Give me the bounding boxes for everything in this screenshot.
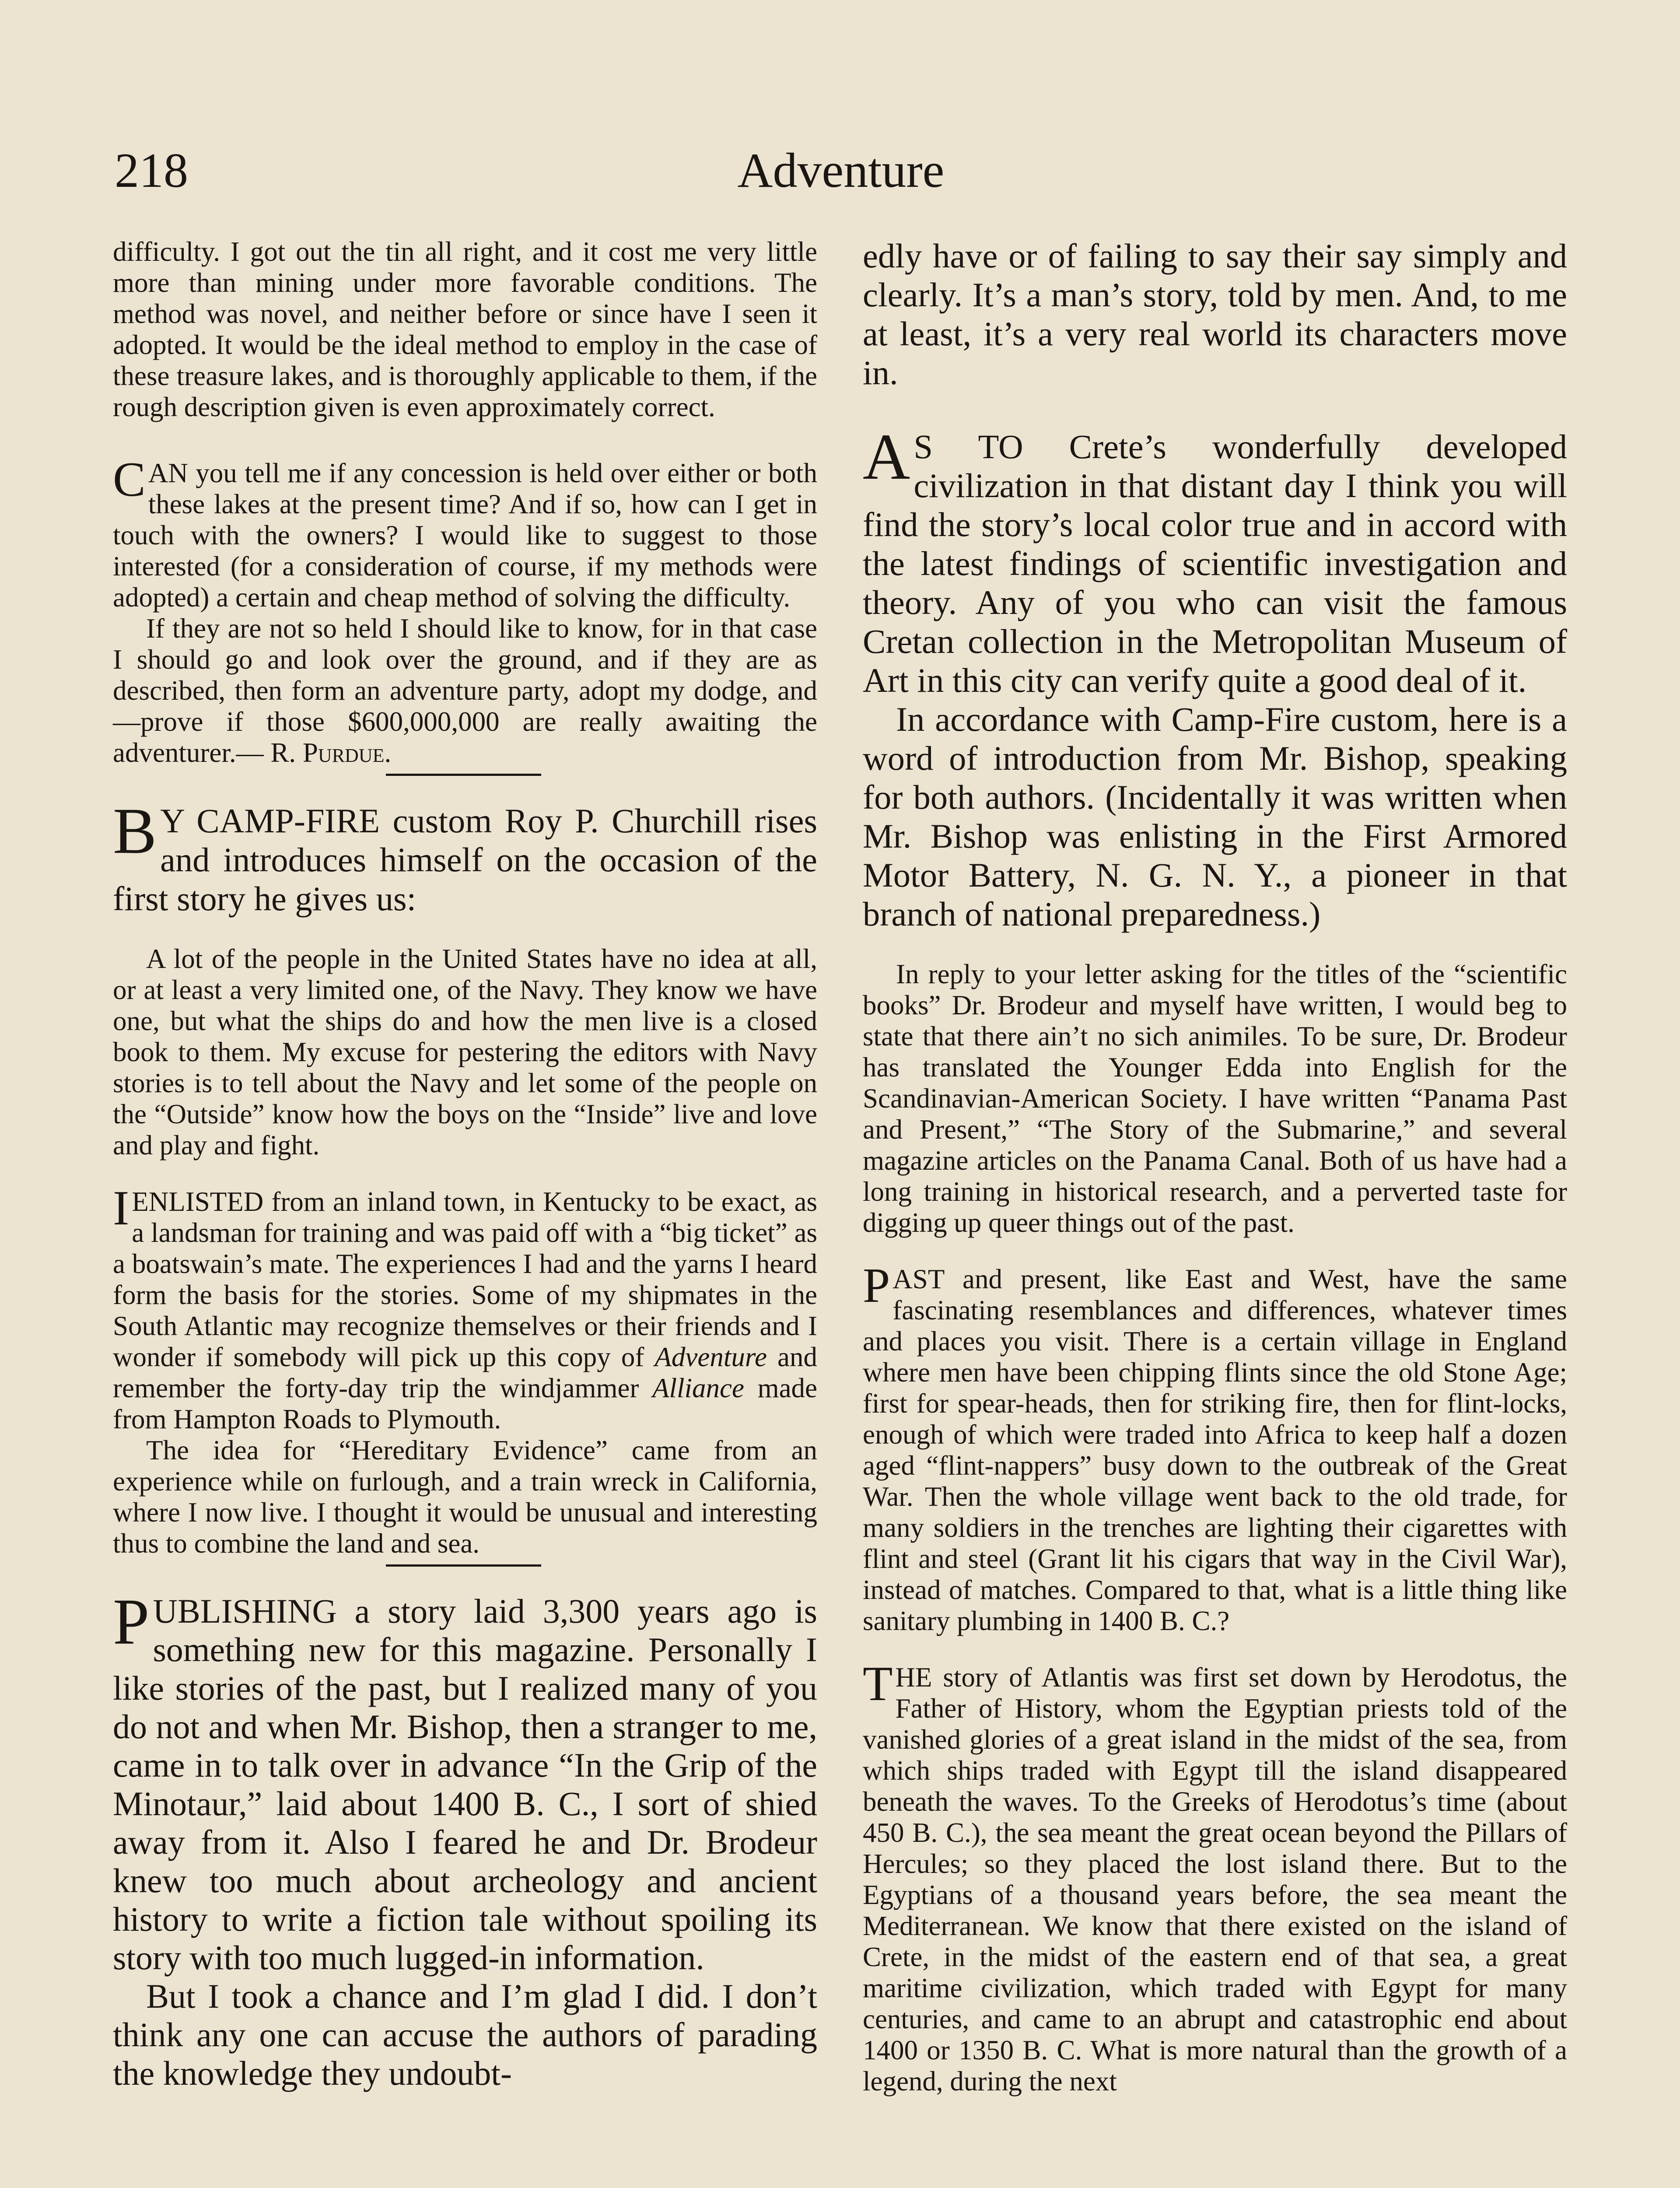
drop-cap: C bbox=[113, 452, 146, 507]
drop-cap: I bbox=[113, 1181, 130, 1235]
drop-cap: P bbox=[863, 1259, 890, 1313]
quoted-paragraph: In reply to your letter asking for the titles of the “scientific books” Dr. Brodeur and myself have written, I would beg to state that there ain’t no sich animiles. To be sure, Dr. Brodeur has translated the Younger Edda into English for the Scandinavian-American Society. I have written “Panama Past and Present,” “The Story of the Submarine,” and several magazine articles on the Panama Canal. Both of us have had a long training in historical research, and a perverted taste for digging up queer things out of the past. bbox=[863, 959, 1567, 1238]
quoted-paragraph: THE story of Atlantis was first set down by Herodotus, the Father of History, whom the Egyptian priests told of the vanished glories of a great island in the midst of the sea, from which ships traded with Egypt till the island disappeared beneath the waves. To the Greeks of Herodotus’s time (about 450 B. C.), the sea meant the great ocean beyond the Pillars of Hercules; so they placed the lost island there. But to the Egyptians of a thousand years before, the sea meant the Mediterranean. We know that there existed on the island of Crete, in the midst of the eastern end of that sea, a great maritime civilization, which traded with Egypt for many centuries, and came to an abrupt and catastrophic end about 1400 or 1350 B. C. What is more natural than the growth of a legend, during the next bbox=[863, 1657, 1567, 2097]
left-column bbox=[113, 236, 817, 2093]
paragraph: In accordance with Camp-Fire custom, here is a word of introduction from Mr. Bishop, speaking for both authors. (Incidentally it was written when Mr. Bishop was enlisting in the First Armored Motor Battery, N. G. N. Y., a pioneer in that branch of national preparedness.) bbox=[863, 700, 1567, 933]
italic-title: Adventure bbox=[654, 1342, 767, 1372]
signature: R. Purdue. bbox=[270, 737, 392, 768]
drop-cap: A bbox=[863, 421, 910, 493]
quoted-paragraph: IENLISTED from an inland town, in Kentucky to be exact, as a landsman for training and was paid off with a “big ticket” as a boatswain’s mate. The experiences I had and the yarns I heard form the basis for the stories. Some of my shipmates in the South Atlantic may recognize themselves or their friends and I wonder if somebody will pick up this copy of Adventure and remember the forty-day trip the windjammer Alliance made from Hampton Roads to Plymouth. bbox=[113, 1181, 817, 1434]
paragraph: If they are not so held I should like to know, for in that case I should go and look over the ground, and if they are as described, then form an adventure party, adopt my dodge, and—prove if those $600,000,000 are really awaiting the adventurer.— R. Purdue. bbox=[113, 613, 817, 768]
paragraph: edly have or of failing to say their say simply and clearly. It’s a man’s story, told by men. And, to me at least, it’s a very real world its characters move in. bbox=[863, 237, 1567, 392]
paragraph: A S TO Crete’s wonderfully developed civilization in that distant day I think you will find the story’s local color true and in accord with the latest findings of scientific investigation and theory. Any of you who can visit the famous Cretan collection in the Metropolitan Museum of Art in this city can verify quite a good deal of it. bbox=[863, 421, 1567, 699]
paragraph: B Y CAMP-FIRE custom Roy P. Churchill rises and introduces himself on the occasion of the first story he gives us: bbox=[113, 795, 817, 918]
quoted-paragraph: The idea for “Hereditary Evidence” came from an experience while on furlough, and a train wreck in California, where I now live. I thought it would be unusual and interesting thus to combine the land and sea. bbox=[113, 1435, 817, 1559]
running-title: Adventure bbox=[737, 144, 945, 198]
paragraph: difficulty. I got out the tin all right, and it cost me very little more than mining under more favorable conditions. The method was novel, and neither before or since have I seen it adopted. It would be the ideal method to employ in the case of these treasure lakes, and is thoroughly applicable to them, if the rough description given is even approximately correct. bbox=[113, 236, 817, 422]
italic-ship-name: Alliance bbox=[652, 1373, 744, 1403]
drop-cap: P bbox=[113, 1585, 150, 1658]
drop-cap: B bbox=[113, 795, 157, 867]
page-number: 218 bbox=[115, 144, 188, 198]
right-column bbox=[863, 236, 1567, 2097]
quoted-paragraph: PAST and present, like East and West, have the same fascinating resemblances and differences, whatever times and places you visit. There is a certain village in England where men have been chipping flints since the old Stone Age; first for spear-heads, then for striking fire, then for flint-locks, enough of which were traded into Africa to keep half a dozen aged “flint-nappers” busy down to the outbreak of the Great War. Then the whole village went back to the old trade, for many soldiers in the trenches are lighting their cigarettes with flint and steel (Grant lit his cigars that way in the Civil War), instead of matches. Compared to that, what is a little thing like sanitary plumbing in 1400 B. C.? bbox=[863, 1259, 1567, 1636]
page-header bbox=[115, 140, 1567, 201]
paragraph: PUBLISHING a story laid 3,300 years ago is something new for this magazine. Personally I like stories of the past, but I realized many of you do not and when Mr. Bishop, then a stranger to me, came in to talk over in advance “In the Grip of the Minotaur,” laid about 1400 B. C., I sort of shied away from it. Also I feared he and Dr. Brodeur knew too much about archeology and ancient history to write a fiction tale without spoiling its story with too much lugged-in information. bbox=[113, 1585, 817, 1977]
quoted-paragraph: A lot of the people in the United States have no idea at all, or at least a very limited one, of the Navy. They know we have one, but what the ships do and how the men live is a closed book to them. My excuse for pestering the editors with Navy stories is to tell about the Navy and let some of the people on the “Outside” know how the boys on the “Inside” live and love and play and fight. bbox=[113, 943, 817, 1161]
paragraph: CAN you tell me if any concession is held over either or both these lakes at the present time? And if so, how can I get in touch with the owners? I would like to suggest to those interested (for a consideration of course, if my methods were adopted) a certain and cheap method of solving the difficulty. bbox=[113, 452, 817, 613]
paragraph: But I took a chance and I’m glad I did. I don’t think any one can accuse the authors of parading the knowledge they undoubt- bbox=[113, 1977, 817, 2092]
drop-cap: T bbox=[863, 1657, 893, 1711]
